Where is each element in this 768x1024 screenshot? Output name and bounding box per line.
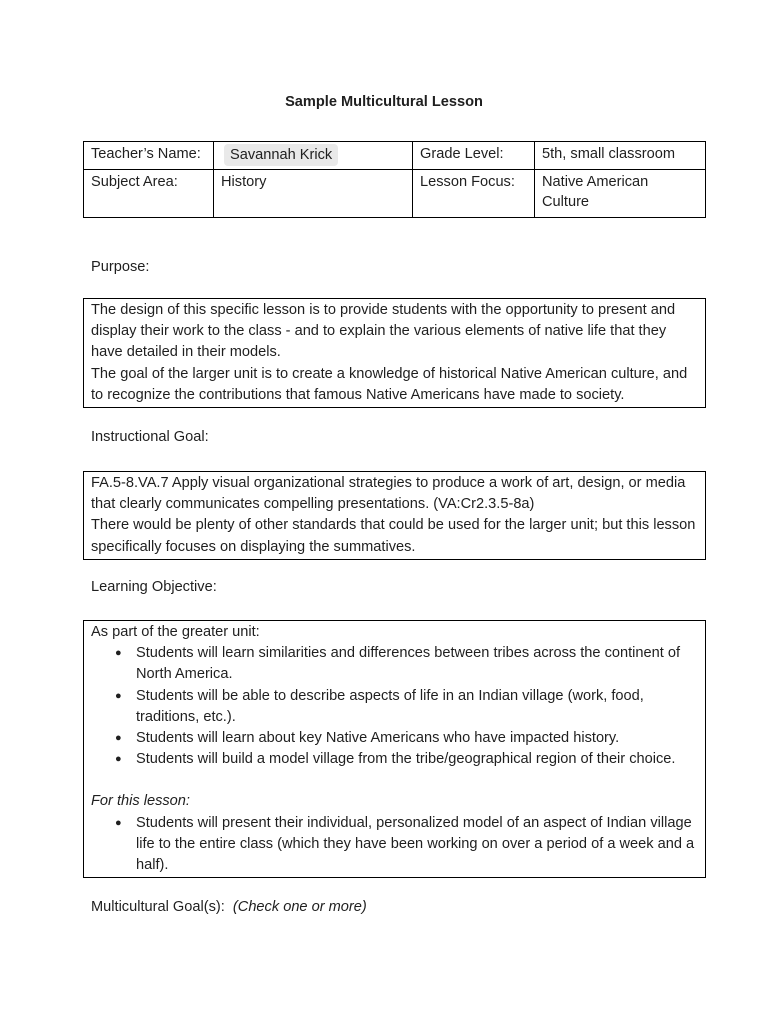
subject-area-value: History xyxy=(214,170,413,218)
learning-objective-box xyxy=(83,620,706,878)
instructional-goal-paragraph-1: FA.5-8.VA.7 Apply visual organizational strategies to produce a work of art, design, or media that clearly communicates compelling presentations. (VA:Cr2.3.5-8a) xyxy=(91,475,686,513)
multicultural-goals-line xyxy=(91,899,367,915)
purpose-box xyxy=(83,298,706,408)
subject-area-label: Subject Area: xyxy=(84,170,214,218)
learning-objective-intro: As part of the greater unit: xyxy=(91,624,260,640)
purpose-label: Purpose: xyxy=(91,259,150,275)
grade-level-label: Grade Level: xyxy=(413,142,535,170)
list-item: ● Students will build a model village from the tribe/geographical region of their choice. xyxy=(91,749,699,770)
lesson-objective-list xyxy=(91,813,699,877)
instructional-goal-box xyxy=(83,471,706,560)
multicultural-goals-label: Multicultural Goal(s): xyxy=(91,899,225,915)
grade-level-value: 5th, small classroom xyxy=(535,142,706,170)
instructional-goal-paragraph-2: There would be plenty of other standards that could be used for the larger unit; but this lesson specifically focuses on displaying the summatives. xyxy=(91,517,696,555)
list-item: ● Students will learn about key Native Americans who have impacted history. xyxy=(91,728,699,749)
purpose-paragraph-1: The design of this specific lesson is to provide students with the opportunity to present and display their work to the class - and to explain the various elements of native life that they have detailed in their models. xyxy=(91,302,676,361)
info-row-2 xyxy=(84,170,706,218)
teacher-name-chip[interactable]: Savannah Krick xyxy=(224,144,338,166)
lesson-focus-label: Lesson Focus: xyxy=(413,170,535,218)
list-item: ● Students will be able to describe aspects of life in an Indian village (work, food, traditions, etc.). xyxy=(91,686,699,728)
teacher-name-label: Teacher’s Name: xyxy=(84,142,214,170)
teacher-name-cell xyxy=(214,142,413,170)
lesson-focus-value: Native American Culture xyxy=(535,170,706,218)
list-item: ● Students will present their individual, personalized model of an aspect of Indian village life to the entire class (which they have been working on over a period of a week and a half). xyxy=(91,813,699,877)
instructional-goal-label: Instructional Goal: xyxy=(91,429,209,445)
document-title: Sample Multicultural Lesson xyxy=(285,94,483,110)
purpose-paragraph-2: The goal of the larger unit is to create a knowledge of historical Native American culture, and to recognize the contributions that famous Native Americans have made to society. xyxy=(91,365,688,403)
unit-objective-list xyxy=(91,643,699,770)
list-item: ● Students will learn similarities and differences between tribes across the continent of North America. xyxy=(91,643,699,685)
info-row-1 xyxy=(84,142,706,170)
multicultural-goals-hint: (Check one or more) xyxy=(232,899,367,915)
learning-objective-label: Learning Objective: xyxy=(91,579,217,595)
lesson-objective-heading: For this lesson: xyxy=(91,793,190,810)
lesson-info-table xyxy=(83,141,706,218)
